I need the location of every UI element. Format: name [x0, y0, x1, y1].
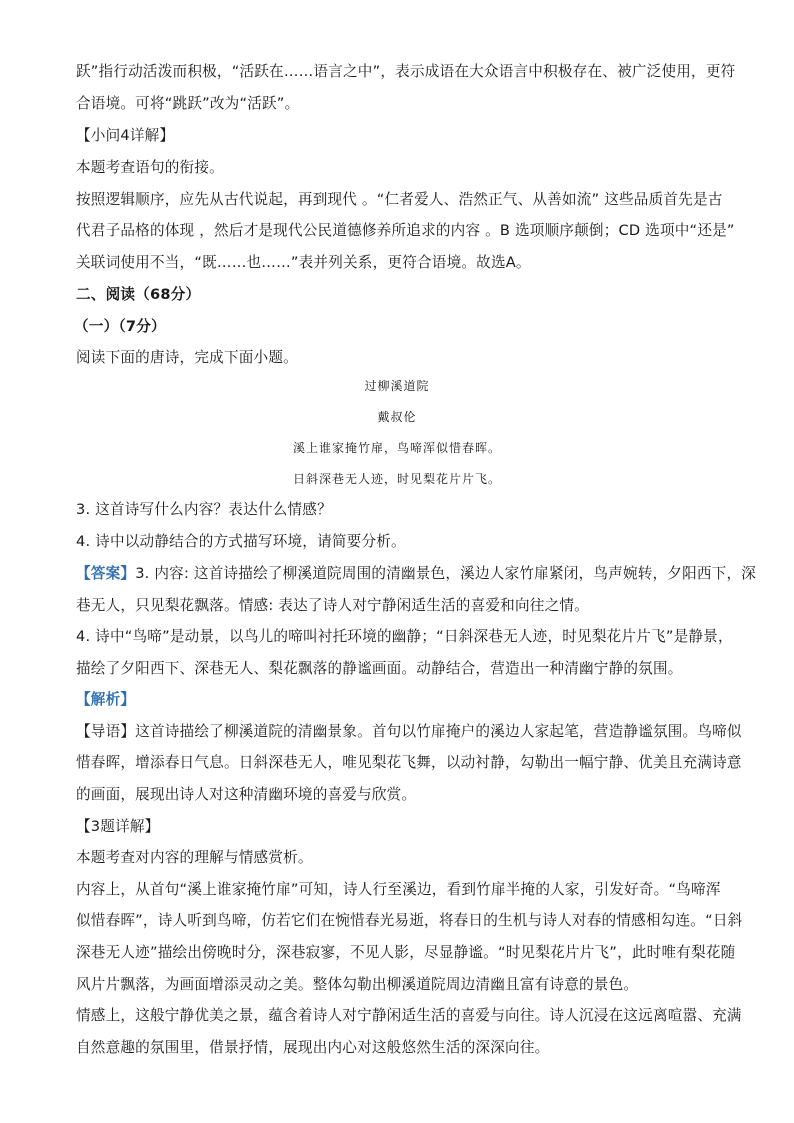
- text-line: 深巷无人迹”描绘出傍晚时分，深巷寂寥，不见人影，尽显静谧。“时见梨花片片飞”，此时唯有梨花随: [76, 944, 736, 961]
- text-line: 代君子品格的体现 ，然后才是现代公民道德修养所追求的内容 。B 选项顺序颠倒；CD 选项中“还是”: [76, 222, 735, 239]
- text-line: 合语境。可将“跳跃”改为“活跃”。: [76, 95, 300, 112]
- poem-line: 日斜深巷无人迹，时见梨花片片飞。: [292, 472, 501, 486]
- instruction: 阅读下面的唐诗，完成下面小题。: [76, 349, 298, 366]
- analysis-tag: 【解析】: [76, 691, 136, 708]
- text-line: 关联词使用不当，“既……也……”表并列关系，更符合语境。故选A。: [76, 254, 531, 271]
- text-line: 跃”指行动活泼而积极，“活跃在……语言之中”，表示成语在大众语言中积极存在、被广泛使用，更符: [76, 63, 736, 80]
- text-line: 似惜春晖”，诗人听到鸟啼，仿若它们在惋惜春光易逝，将春日的生机与诗人对春的情感相勾连。“日斜: [76, 912, 743, 929]
- text-line: 按照逻辑顺序，应先从古代说起，再到现代 。“仁者爱人、浩然正气、从善如流” 这些品质首先是古: [76, 191, 723, 208]
- text-line: 内容上，从首句“溪上谁家掩竹扉”可知，诗人行至溪边，看到竹扉半掩的人家，引发好奇。“鸟啼浑: [76, 881, 721, 898]
- text-line: 情感上，这般宁静优美之景，蕴含着诗人对宁静闲适生活的喜爱与向往。诗人沉浸在这远离喧嚣、充满: [76, 1007, 742, 1024]
- poem-author: 戴叔伦: [377, 410, 417, 424]
- answer-4-text: 4. 诗中“鸟啼”是动景，以鸟儿的啼叫衬托环境的幽静；“日斜深巷无人迹，时见梨花片片飞”是静景，: [76, 628, 733, 645]
- subsection-heading: （一）（7分）: [74, 318, 166, 335]
- text-line: 本题考查对内容的理解与情感赏析。: [76, 849, 313, 866]
- text-line: 巷无人，只见梨花飘落。情感: 表达了诗人对宁静闲适生活的喜爱和向往之情。: [76, 597, 589, 614]
- subheading-q4-detail: 【小问4详解】: [76, 127, 175, 144]
- text-line: 本题考查语句的衔接。: [76, 159, 224, 176]
- text-line: 【导语】这首诗描绘了柳溪道院的清幽景象。首句以竹扉掩户的溪边人家起笔，营造静谧氛围。鸟啼似: [76, 723, 742, 740]
- text-line: 风片片飘落，为画面增添灵动之美。整体勾勒出柳溪道院周边清幽且富有诗意的景色。: [76, 976, 639, 993]
- section-heading: 二、阅读（68分）: [76, 286, 201, 303]
- answer-line: [76, 564, 757, 584]
- question-4: 4. 诗中以动静结合的方式描写环境，请简要分析。: [76, 533, 406, 550]
- text-line: 惜春晖，增添春日气息。日斜深巷无人，唯见梨花飞舞，以动衬静，勾勒出一幅宁静、优美且充满诗意: [76, 754, 742, 771]
- text-line: 自然意趣的氛围里，借景抒情，展现出内心对这般悠然生活的深深向往。: [76, 1039, 550, 1056]
- poem-title: 过柳溪道院: [364, 379, 430, 393]
- text-line: 的画面，展现出诗人对这种清幽环境的喜爱与欣赏。: [76, 786, 417, 803]
- answer-tag: 【答案】: [76, 565, 136, 582]
- text-line: 描绘了夕阳西下、深巷无人、梨花飘落的静谧画面。动静结合，营造出一种清幽宁静的氛围。: [76, 660, 683, 677]
- question-3: 3. 这首诗写什么内容？表达什么情感？: [76, 501, 332, 518]
- poem-line: 溪上谁家掩竹扉，鸟啼浑似惜春晖。: [292, 441, 501, 455]
- subheading-q3-detail: 【3题详解】: [76, 818, 160, 835]
- answer-3-text: 3. 内容: 这首诗描绘了柳溪道院周围的清幽景色，溪边人家竹扉紧闭，鸟声婉转，夕阳西下，深: [135, 565, 757, 582]
